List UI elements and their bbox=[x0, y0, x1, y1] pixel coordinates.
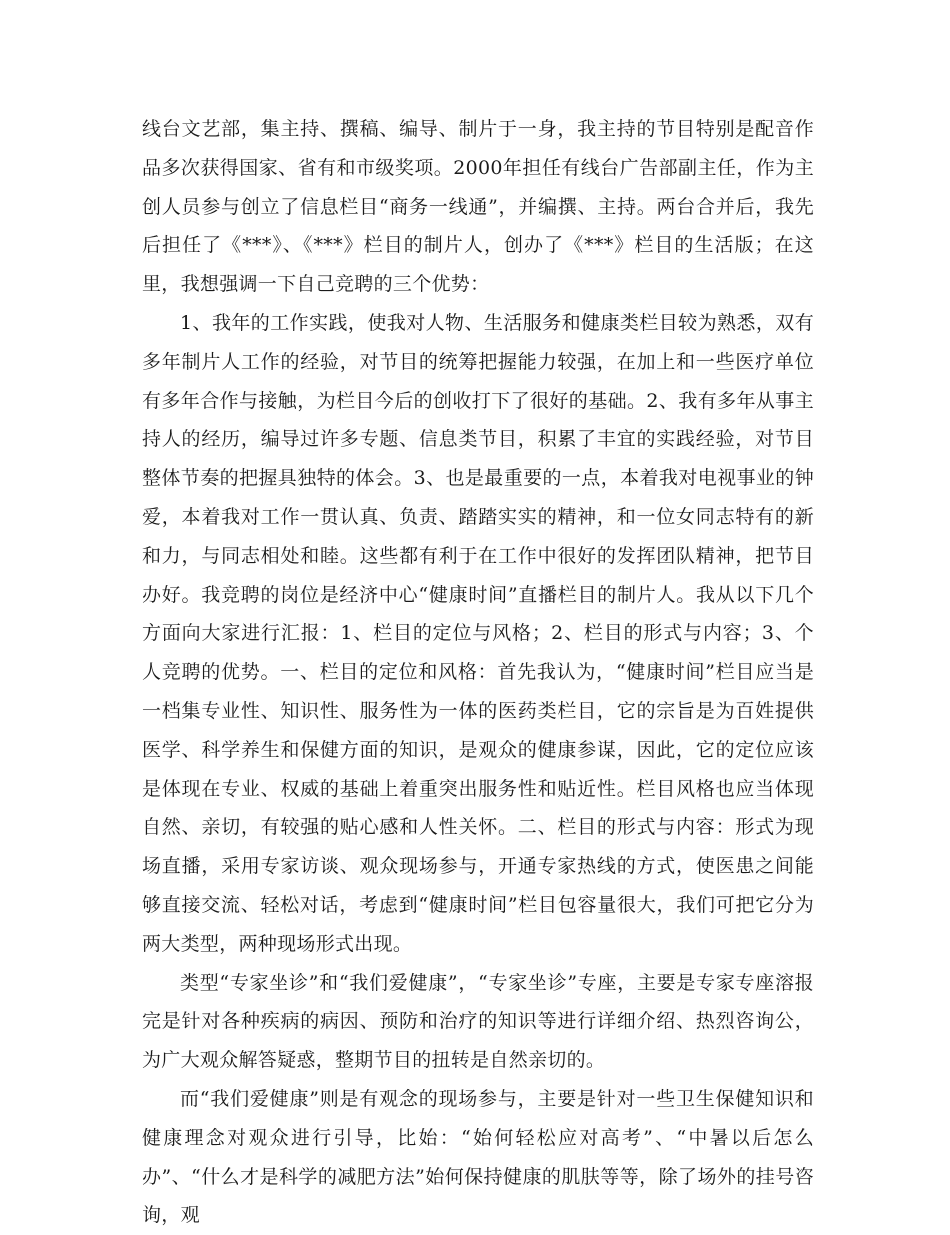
document-body bbox=[142, 110, 814, 1235]
paragraph-advantages: 1、我年的工作实践，使我对人物、生活服务和健康类栏目较为熟悉，双有多年制片人工作的经验，对节目的统筹把握能力较强，在加上和一些医疗单位有多年合作与接触，为栏目今后的创收打下了很好的基础。2、我有多年从事主持人的经历，编导过许多专题、信息类节目，积累了丰宜的实践经验，对节目整体节奏的把握具独特的体会。3、也是最重要的一点，本着我对电视事业的钟爱，本着我对工作一贯认真、负责、踏踏实实的精神，和一位女同志特有的新和力，与同志相处和睦。这些都有利于在工作中很好的发挥团队精神，把节目办好。我竞聘的岗位是经济中心“健康时间”直播栏目的制片人。我从以下几个方面向大家进行汇报：1、栏目的定位与风格；2、栏目的形式与内容；3、个人竞聘的优势。一、栏目的定位和风格：首先我认为，“健康时间”栏目应当是一档集专业性、知识性、服务性为一体的医药类栏目，它的宗旨是为百姓提供医学、科学养生和保健方面的知识，是观众的健康参谋，因此，它的定位应该是体现在专业、权威的基础上着重突出服务性和贴近性。栏目风格也应当体现自然、亲切，有较强的贴心感和人性关怀。二、栏目的形式与内容：形式为现场直播，采用专家访谈、观众现场参与，开通专家热线的方式，使医患之间能够直接交流、轻松对话，考虑到“健康时间”栏目包容量很大，我们可把它分为两大类型，两种现场形式出现。 bbox=[142, 311, 814, 955]
paragraph-expert-consultation: 类型“专家坐诊”和“我们爱健康”，“专家坐诊”专座，主要是专家专座溶报完是针对各种疾病的病因、预防和治疗的知识等进行详细介绍、热烈咨询公，为广大观众解答疑惑，整期节目的扭转是自然亲切的。 bbox=[142, 971, 814, 1072]
paragraph-we-love-health: 而“我们爱健康”则是有观念的现场参与，主要是针对一些卫生保健知识和健康理念对观众进行引导，比始：“始何轻松应对高考”、“中暑以后怎么办”、“什么才是科学的减肥方法”始何保持健康的肌肤等等，除了场外的挂号咨询，观 bbox=[142, 1087, 814, 1227]
paragraph-intro: 线台文艺部，集主持、撰稿、编导、制片于一身，我主持的节目特别是配音作品多次获得国家、省有和市级奖项。2000年担任有线台广告部副主任，作为主创人员参与创立了信息栏目“商务一线通”，并编撰、主持。两台合并后，我先后担任了《***》、《***》栏目的制片人，创办了《***》栏目的生活版；在这里，我想强调一下自己竞聘的三个优势： bbox=[142, 118, 814, 296]
